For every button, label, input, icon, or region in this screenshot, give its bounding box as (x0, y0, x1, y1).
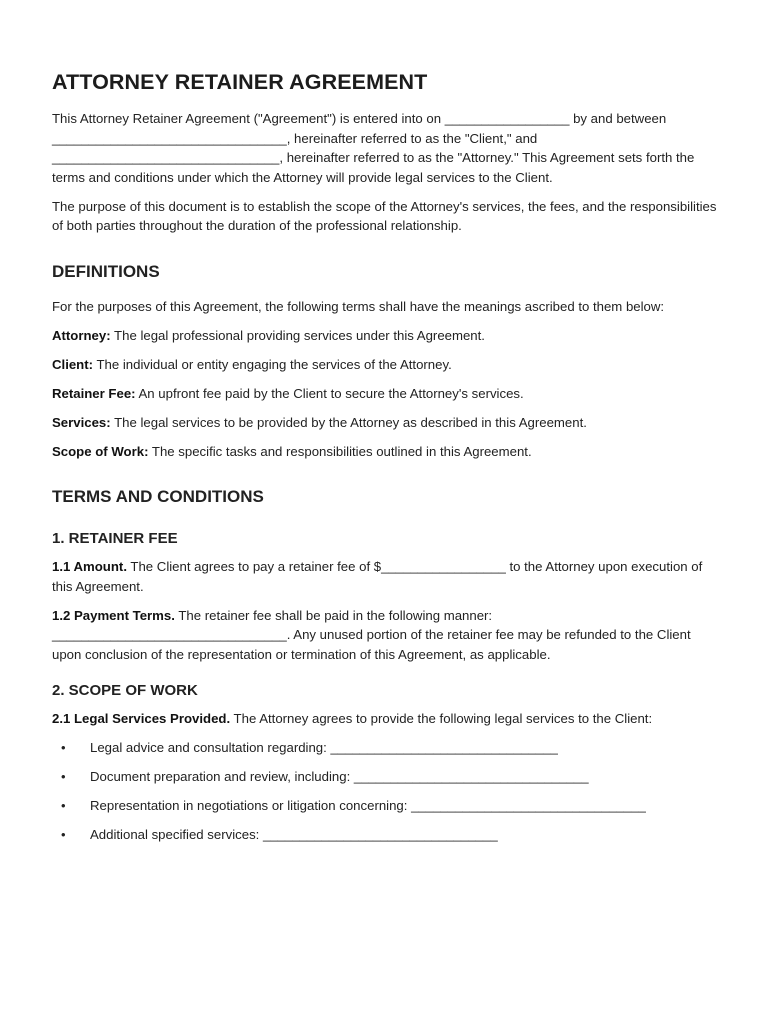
services-list (52, 738, 718, 845)
definition-text: The individual or entity engaging the services of the Attorney. (93, 356, 452, 372)
list-item-text: Representation in negotiations or litigation concerning: ________________________________ (90, 798, 646, 813)
definition-services (52, 413, 718, 433)
definition-text: The legal professional providing services under this Agreement. (110, 327, 485, 343)
clause-payment-terms (52, 606, 718, 665)
list-item (52, 738, 718, 758)
retainer-fee-heading: 1. RETAINER FEE (52, 530, 178, 547)
clause-text: The Client agrees to pay a retainer fee of $_________________ to the Attorney upon execution of this Agreement. (52, 559, 703, 594)
definition-term: Retainer Fee: (52, 385, 136, 401)
definition-term: Services: (52, 414, 111, 430)
definition-retainer-fee (52, 384, 718, 404)
purpose-paragraph: The purpose of this document is to establish the scope of the Attorney's services, the fees, and the responsibilities of both parties throughout the duration of the professional relationship. (52, 198, 717, 233)
list-item (52, 767, 718, 787)
list-item-text: Legal advice and consultation regarding: _______________________________ (90, 740, 558, 755)
definition-text: The legal services to be provided by the Attorney as described in this Agreement. (110, 414, 587, 430)
clause-legal-services (52, 709, 718, 729)
clause-label: 1.1 Amount. (52, 559, 127, 574)
bullet-icon: • (61, 769, 66, 784)
bullet-icon: • (61, 798, 66, 813)
definitions-intro: For the purposes of this Agreement, the following terms shall have the meanings ascribed to them below: (52, 298, 665, 314)
clause-label: 1.2 Payment Terms. (52, 607, 175, 623)
clause-amount (52, 557, 718, 596)
definition-text: An upfront fee paid by the Client to secure the Attorney's services. (135, 385, 524, 401)
list-item-text: Document preparation and review, including: ________________________________ (90, 769, 589, 784)
definition-client (52, 355, 718, 375)
definition-term: Attorney: (52, 327, 111, 343)
list-item (52, 796, 718, 816)
definition-term: Scope of Work: (52, 443, 149, 459)
clause-label: 2.1 Legal Services Provided. (52, 711, 231, 726)
document-title: ATTORNEY RETAINER AGREEMENT (52, 70, 428, 94)
bullet-icon: • (61, 740, 66, 755)
definition-attorney (52, 326, 718, 346)
bullet-icon: • (61, 827, 66, 842)
list-item-text: Additional specified services: ________________________________ (90, 827, 498, 842)
definition-text: The specific tasks and responsibilities outlined in this Agreement. (148, 443, 532, 459)
definitions-heading: DEFINITIONS (52, 261, 160, 281)
list-item (52, 825, 718, 845)
clause-text: The retainer fee shall be paid in the following manner: ________________________________. Any unused portion of the retainer fee may be refunded to the Client upon conclusion of the representation or termination of this Agreement, as applicable. (52, 607, 691, 662)
definition-scope-of-work (52, 442, 718, 462)
terms-heading: TERMS AND CONDITIONS (52, 487, 264, 506)
clause-text: The Attorney agrees to provide the following legal services to the Client: (230, 711, 653, 726)
definition-term: Client: (52, 356, 94, 372)
definitions-section (52, 297, 718, 462)
scope-of-work-heading: 2. SCOPE OF WORK (52, 682, 198, 699)
intro-paragraph: This Attorney Retainer Agreement ("Agreement") is entered into on _________________ by and between ________________________________, hereinafter referred to as the "Client," and _______________________________, hereinafter referred to as the "Attorney." This Agreement sets forth the terms and conditions under which the Attorney will provide legal services to the Client. (52, 111, 695, 185)
